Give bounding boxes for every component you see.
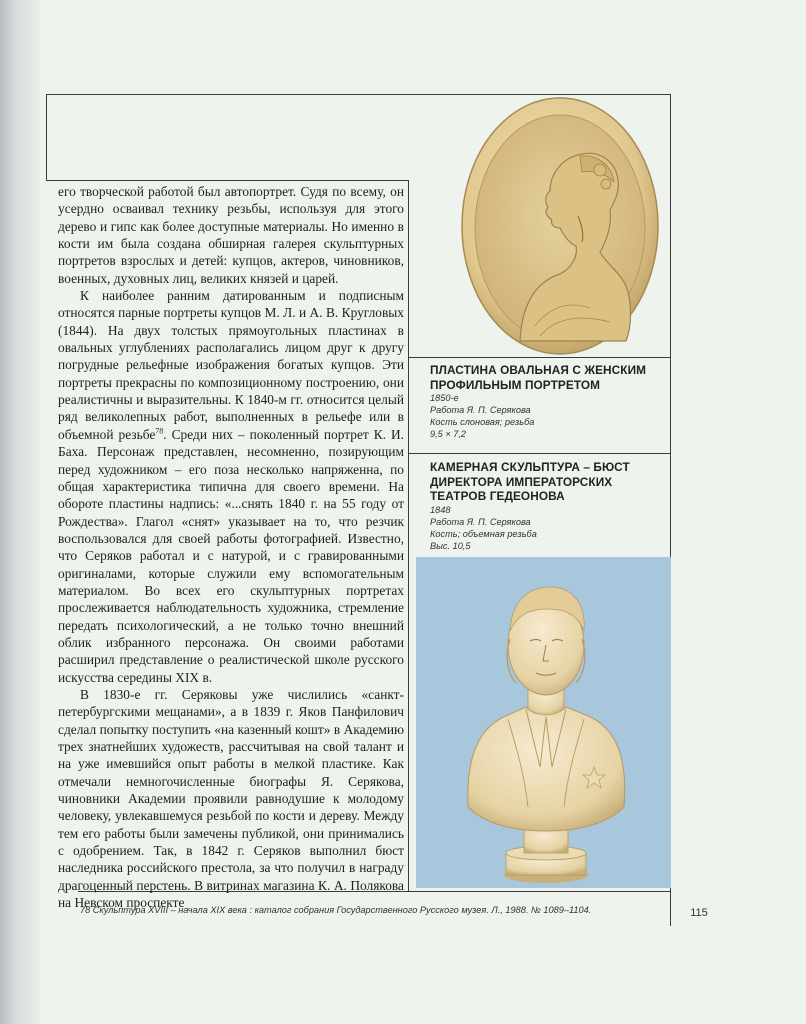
oval-ivory-plate-photo xyxy=(460,96,660,356)
footnote-ref: 78 xyxy=(155,426,164,436)
paragraph-2 xyxy=(58,287,404,686)
ivory-bust-photo xyxy=(416,557,671,888)
paragraph-2-part-a: К наиболее ранним датированным и подписным относятся парные портреты купцов М. Л. и А. В. Кругловых (1844). На двух толстых прямоугольных пластинах в овальных углублениях располагались лицом друг к другу погрудные рельефные изображения богатых купцов. Эти портреты прекрасны по композиционному построению, они реалистичны и выразительны. К 1840-м гг. относится целый ряд великолепных работ, выполненных в рельефе или в объемной резьбе xyxy=(58,288,404,442)
caption-bust-title: КАМЕРНАЯ СКУЛЬПТУРА – БЮСТ ДИРЕКТОРА ИМПЕРАТОРСКИХ ТЕАТРОВ ГЕДЕОНОВА xyxy=(430,460,630,503)
oval-plate-illustration xyxy=(460,96,660,356)
caption-bust-size: Выс. 10,5 xyxy=(430,540,471,551)
frame-top-line xyxy=(46,94,671,95)
caption-bust-author: Работа Я. П. Серякова xyxy=(430,516,531,527)
caption-oval-plate-title: ПЛАСТИНА ОВАЛЬНАЯ С ЖЕНСКИМ ПРОФИЛЬНЫМ ПОРТРЕТОМ xyxy=(430,363,647,392)
main-text-column xyxy=(58,183,404,911)
caption-bust-material: Кость; объемная резьба xyxy=(430,528,537,539)
caption-oval-plate-material: Кость слоновая; резьба xyxy=(430,417,535,427)
paragraph-2-part-b: . Среди них – поколенный портрет К. И. Баха. Персонаж представлен, несомненно, позирующим перед художником – его поза несколько напряженна, по общая характеристика типична для своего времени. На обороте пластины надпись: «...снять 1840 г. на 55 году от Рождества». Глагол «снят» указывает на то, что резчик воспользовался для своей работы фотографией. Известно, что Серяков работал и с натурой, и с гравированными оригиналами, которые служили ему вспомогательным материалом. Во всех его скульптурных портретах прослеживается наблюдательность художника, стремление передать психологический, а не только точно внешний облик избранного персонажа. Он своими работами расширил представление о реалистической школе русского искусства середины XIX в. xyxy=(58,426,405,685)
column-divider xyxy=(408,180,409,892)
caption-bust-date: 1848 xyxy=(430,504,451,515)
bust-illustration xyxy=(416,557,671,888)
caption-oval-plate xyxy=(430,363,670,440)
page-number: 115 xyxy=(690,907,708,919)
page-number-divider xyxy=(670,891,671,926)
paragraph-1: его творческой работой был автопортрет. Судя по всему, он усердно осваивал технику резьбы, используя для этого дерево и гипс как более доступные материалы. Но именно в кости им была создана обширная галерея скульптурных портретов взрослых и детей: купцов, актеров, чиновников, военных, духовных лиц, великих князей и царей. xyxy=(58,184,404,286)
caption-rule-mid xyxy=(408,453,670,454)
text-top-rule xyxy=(46,180,408,181)
frame-left-line xyxy=(46,94,47,180)
caption-bust xyxy=(430,460,670,552)
caption-rule-top xyxy=(408,357,670,358)
footnote: 78 Скульптура XVIII – начала XIX века : каталог собрания Государственного Русского музея. Л., 1988. № 1089–1104. xyxy=(80,905,592,915)
caption-oval-plate-date: 1850-е xyxy=(430,393,459,403)
caption-oval-plate-size: 9,5 × 7,2 xyxy=(430,429,467,439)
caption-oval-plate-author: Работа Я. П. Серякова xyxy=(430,405,531,415)
book-spine-shadow xyxy=(0,0,40,1024)
paragraph-3: В 1830-е гг. Серяковы уже числились «санкт-петербургскими мещанами», а в 1839 г. Яков Панфилович сделал попытку поступить «на казенный кошт» в Академию трех знатнейших художеств, рассчитывая на свой талант и на уже имевшийся опыт работы в мелкой пластике. Как отмечали немногочисленные биографы Я. Серякова, чиновники Академии проявили равнодушие к молодому человеку, увлекавшемуся резьбой по кости и дереву. Между тем его работы были замечены публикой, они принимались с одобрением. Так, в 1842 г. Серяков выполнил бюст наследника российского престола, за что получил в награду драгоценный перстень. В витринах магазина К. А. Полякова на Невском проспекте xyxy=(58,686,404,911)
